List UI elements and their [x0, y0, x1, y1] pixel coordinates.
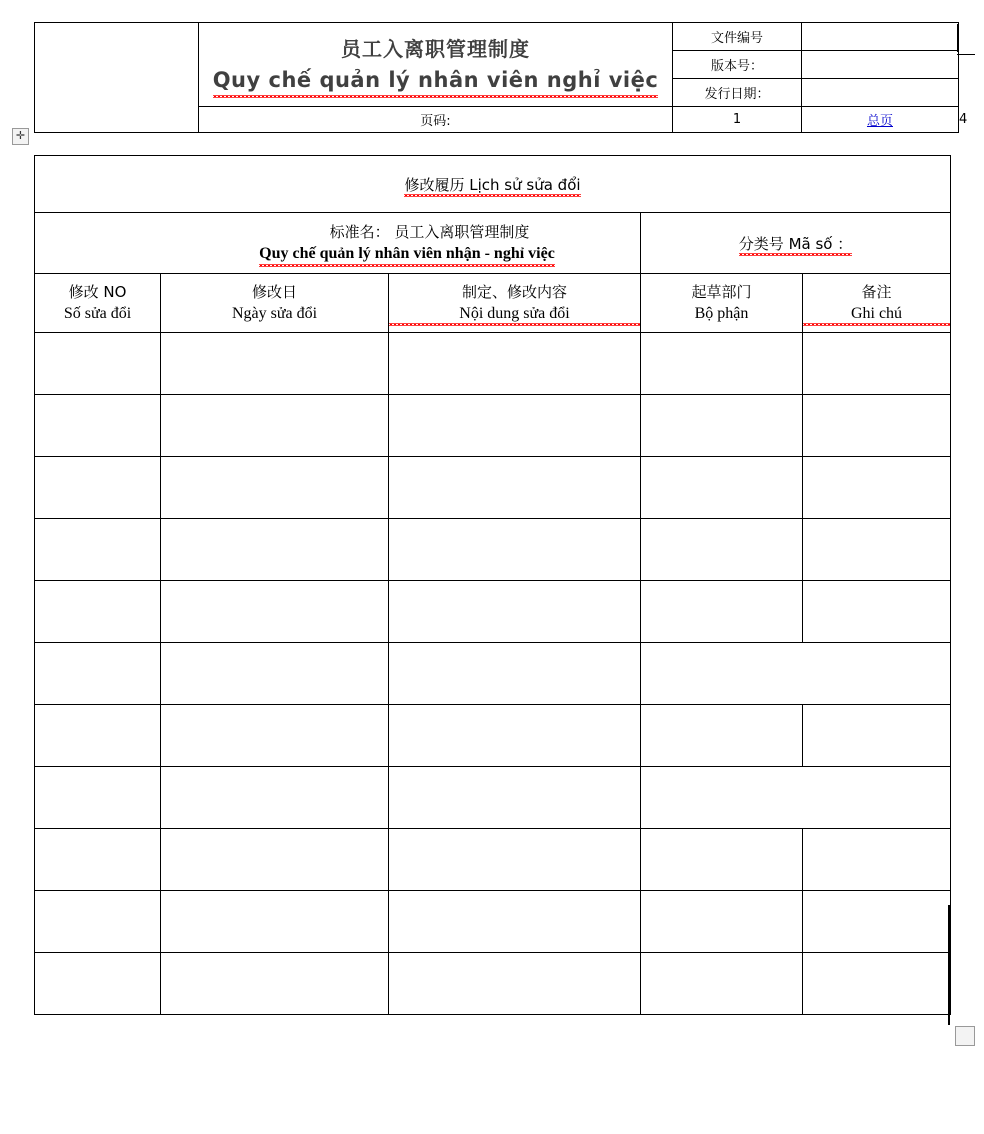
standard-name-line-vi: Quy chế quản lý nhân viên nhận - nghỉ việc: [49, 243, 640, 265]
cell-department[interactable]: [641, 891, 803, 953]
cell-revision-content[interactable]: [389, 581, 641, 643]
cell-revision-content[interactable]: [389, 767, 641, 829]
cell-revision-no[interactable]: [35, 705, 161, 767]
table-row: [35, 643, 951, 705]
standard-name-row: [35, 213, 951, 274]
cell-revision-no[interactable]: [35, 643, 161, 705]
cell-revision-content[interactable]: [389, 953, 641, 1015]
cell-department[interactable]: [641, 581, 803, 643]
revision-title: 修改履历 Lịch sử sửa đổi: [35, 156, 951, 213]
cell-revision-date[interactable]: [161, 705, 389, 767]
column-header-revision-no: 修改 NO Số sửa đổi: [35, 274, 161, 333]
cell-revision-no[interactable]: [35, 457, 161, 519]
field-value-issue-date[interactable]: [802, 79, 959, 107]
header-row-page: 页码: 1 总页 4: [35, 107, 959, 133]
field-label-version: 版本号：: [673, 51, 802, 79]
cell-remark[interactable]: [803, 519, 951, 581]
title-vietnamese: Quy chế quản lý nhân viên nghỉ việc: [199, 64, 672, 96]
cell-department-remark-merged[interactable]: [641, 643, 951, 705]
table-row: [35, 457, 951, 519]
standard-name-line-cn: [49, 221, 640, 243]
cell-revision-content[interactable]: [389, 395, 641, 457]
cell-revision-date[interactable]: [161, 643, 389, 705]
cell-remark[interactable]: [803, 333, 951, 395]
table-row: [35, 581, 951, 643]
cell-remark[interactable]: [803, 457, 951, 519]
standard-name-cell: [35, 213, 641, 274]
cell-revision-content[interactable]: [389, 333, 641, 395]
cell-department[interactable]: [641, 705, 803, 767]
cell-revision-no[interactable]: [35, 581, 161, 643]
cell-department-remark-merged[interactable]: [641, 767, 951, 829]
cell-revision-no[interactable]: [35, 395, 161, 457]
cell-revision-date[interactable]: [161, 829, 389, 891]
cell-department[interactable]: [641, 395, 803, 457]
header-table: [34, 22, 968, 133]
table-row: [35, 395, 951, 457]
page-number: 1: [673, 107, 802, 133]
document-title-cell: [199, 23, 673, 107]
cell-revision-content[interactable]: [389, 829, 641, 891]
column-header-department: 起草部门 Bộ phận: [641, 274, 803, 333]
cell-remark[interactable]: [803, 829, 951, 891]
table-row: [35, 953, 951, 1015]
column-header-revision-content: 制定、修改内容 Nội dung sửa đổi: [389, 274, 641, 333]
cell-revision-date[interactable]: [161, 519, 389, 581]
cell-remark[interactable]: [803, 581, 951, 643]
cell-revision-date[interactable]: [161, 333, 389, 395]
field-label-doc-no: 文件编号: [673, 23, 802, 51]
table-row: [35, 829, 951, 891]
field-value-version[interactable]: [802, 51, 959, 79]
logo-cell: [35, 23, 199, 133]
category-code-cell: 分类号 Mã số ：: [641, 213, 951, 274]
revision-title-row: [35, 156, 951, 213]
column-header-revision-date: 修改日 Ngày sửa đổi: [161, 274, 389, 333]
cell-revision-date[interactable]: [161, 891, 389, 953]
cell-revision-date[interactable]: [161, 767, 389, 829]
column-header-row: [35, 274, 951, 333]
cell-department[interactable]: [641, 519, 803, 581]
cell-department[interactable]: [641, 829, 803, 891]
table-move-handle[interactable]: ✛: [12, 128, 29, 145]
margin-mark-line: [957, 54, 975, 55]
cell-revision-no[interactable]: [35, 829, 161, 891]
cell-revision-date[interactable]: [161, 953, 389, 1015]
margin-mark-top: [957, 24, 958, 52]
table-row: [35, 333, 951, 395]
table-resize-handle[interactable]: [955, 1026, 975, 1046]
cell-revision-content[interactable]: [389, 519, 641, 581]
cell-remark[interactable]: [803, 891, 951, 953]
cell-revision-no[interactable]: [35, 891, 161, 953]
cell-revision-no[interactable]: [35, 767, 161, 829]
total-pages-label[interactable]: 总页: [802, 107, 959, 133]
standard-name-cn: 员工入离职管理制度: [394, 223, 530, 241]
cell-remark[interactable]: [803, 953, 951, 1015]
cell-revision-content[interactable]: [389, 643, 641, 705]
cell-revision-date[interactable]: [161, 395, 389, 457]
cell-department[interactable]: [641, 333, 803, 395]
cell-revision-content[interactable]: [389, 891, 641, 953]
title-chinese: 员工入离职管理制度: [341, 36, 530, 61]
field-value-doc-no[interactable]: [802, 23, 959, 51]
cell-remark[interactable]: [803, 395, 951, 457]
revision-history-block: [34, 155, 950, 1015]
cell-revision-date[interactable]: [161, 457, 389, 519]
table-row: [35, 519, 951, 581]
cell-revision-date[interactable]: [161, 581, 389, 643]
table-row: [35, 705, 951, 767]
field-label-issue-date: 发行日期：: [673, 79, 802, 107]
table-row: [35, 767, 951, 829]
column-header-remark: 备注 Ghi chú: [803, 274, 951, 333]
cell-department[interactable]: [641, 953, 803, 1015]
cell-revision-no[interactable]: [35, 519, 161, 581]
cell-department[interactable]: [641, 457, 803, 519]
cell-revision-no[interactable]: [35, 333, 161, 395]
document-header-block: [34, 22, 968, 143]
cell-revision-no[interactable]: [35, 953, 161, 1015]
revision-history-table: [34, 155, 951, 1015]
cell-revision-content[interactable]: [389, 705, 641, 767]
cell-revision-content[interactable]: [389, 457, 641, 519]
cell-remark[interactable]: [803, 705, 951, 767]
table-row: [35, 891, 951, 953]
standard-label-cn: 标准名：: [329, 223, 390, 241]
header-row-1: [35, 23, 959, 51]
page-label: 页码:: [199, 107, 673, 133]
